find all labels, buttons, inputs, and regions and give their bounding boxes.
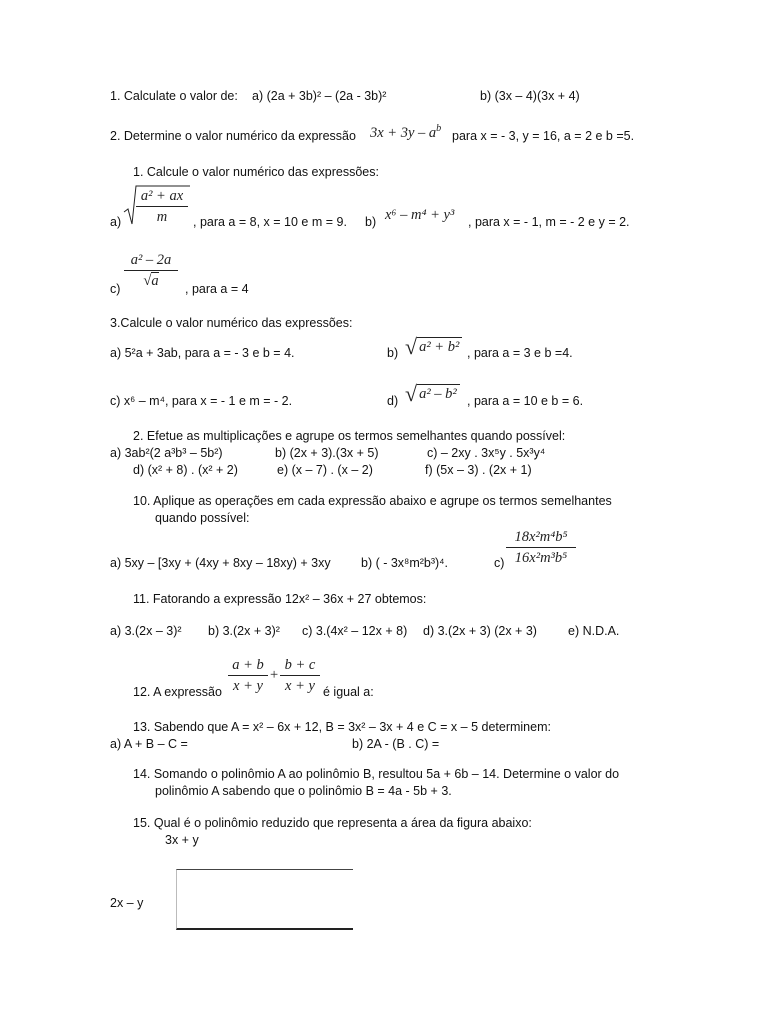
q15-rectangle-figure <box>176 869 353 930</box>
q15-title: 15. Qual é o polinômio reduzido que representa a área da figura abaixo: <box>133 816 532 830</box>
q11-option-c: c) 3.(4x² – 12x + 8) <box>302 624 408 638</box>
q11-option-a: a) 3.(2x – 3)² <box>110 624 182 638</box>
q10-item-a: a) 5xy – [3xy + (4xy + 8xy – 18xy) + 3xy <box>110 556 331 570</box>
q2b-title: 2. Efetue as multiplicações e agrupe os termos semelhantes quando possível: <box>133 429 566 443</box>
q12-fraction-2 <box>280 658 320 693</box>
q2b-item-d: d) (x² + 8) . (x² + 2) <box>133 463 238 477</box>
q12-label: 12. A expressão <box>133 685 222 699</box>
q3sub-c-numerator: a² – 2a <box>130 252 172 268</box>
q3-b-condition: , para a = 3 e b =4. <box>467 346 573 360</box>
q11-option-e: e) N.D.A. <box>568 624 620 638</box>
q15-top-label: 3x + y <box>165 833 199 847</box>
q3sub-a-denominator: m <box>156 208 168 225</box>
q12-fraction-2-denominator: x + y <box>285 677 315 694</box>
q2-condition: para x = - 3, y = 16, a = 2 e b =5. <box>452 129 635 143</box>
q2b-item-e: e) (x – 7) . (x – 2) <box>277 463 373 477</box>
q10-c-numerator: 18x²m⁴b⁵ <box>514 529 568 545</box>
q1-item-b: b) (3x – 4)(3x + 4) <box>480 89 580 103</box>
q3sub-a-sqrt-fraction <box>122 184 192 226</box>
q3-item-c: c) x⁶ – m⁴, para x = - 1 e m = - 2. <box>110 394 293 408</box>
q2b-item-a: a) 3ab²(2 a³b³ – 5b²) <box>110 446 223 460</box>
q12-fraction-2-numerator: b + c <box>284 657 316 673</box>
q3sub-c-condition: , para a = 4 <box>185 282 249 296</box>
q3-item-a: a) 5²a + 3ab, para a = - 3 e b = 4. <box>110 346 295 360</box>
q2b-item-f: f) (5x – 3) . (2x + 1) <box>425 463 532 477</box>
q12-fraction-1-numerator: a + b <box>232 657 264 673</box>
q3-d-condition: , para a = 10 e b = 6. <box>467 394 584 408</box>
q14-line1: 14. Somando o polinômio A ao polinômio B, resultou 5a + 6b – 14. Determine o valor do <box>133 767 620 781</box>
q12-tail: é igual a: <box>323 685 374 699</box>
q13-title: 13. Sabendo que A = x² – 6x + 12, B = 3x² – 3x + 4 e C = x – 5 determinem: <box>133 720 551 734</box>
q3-b-sqrt: √ a² + b² <box>405 336 462 358</box>
q12-fraction-1-denominator: x + y <box>233 677 263 694</box>
q2b-item-b: b) (2x + 3).(3x + 5) <box>275 446 379 460</box>
q10-line1: 10. Aplique as operações em cada expressão abaixo e agrupe os termos semelhantes <box>133 494 612 508</box>
q1-label: 1. Calculate o valor de: <box>110 89 238 103</box>
q3sub-c-fraction <box>124 253 178 293</box>
q3sub-a-label: a) <box>110 215 122 229</box>
q13-item-b: b) 2A - (B . C) = <box>352 737 440 751</box>
q3-title: 3.Calcule o valor numérico das expressões: <box>110 316 353 330</box>
q14-line2: polinômio A sabendo que o polinômio B = 4a - 5b + 3. <box>155 784 452 798</box>
q3sub-a-numerator: a² + ax <box>140 188 184 204</box>
q3sub-c-denominator: √a <box>143 272 159 289</box>
q2b-item-c: c) – 2xy . 3x⁵y . 5x³y⁴ <box>427 446 546 460</box>
q2-label: 2. Determine o valor numérico da expressão <box>110 129 356 143</box>
q1-item-a: a) (2a + 3b)² – (2a - 3b)² <box>252 89 387 103</box>
q11-option-b: b) 3.(2x + 3)² <box>208 624 280 638</box>
q12-fraction-1 <box>228 658 268 693</box>
q3sub-title: 1. Calcule o valor numérico das expressões: <box>133 165 379 179</box>
q3-d-label: d) <box>387 394 399 408</box>
q10-c-fraction <box>506 530 576 565</box>
q2-expression: $3x + 3y - a^b$ <box>370 123 442 141</box>
q13-item-a: a) A + B – C = <box>110 737 188 751</box>
q3sub-c-label: c) <box>110 282 121 296</box>
q11-option-d: d) 3.(2x + 3) (2x + 3) <box>423 624 537 638</box>
q10-c-denominator: 16x²m³b⁵ <box>514 549 568 566</box>
q3-b-label: b) <box>387 346 399 360</box>
q10-line2: quando possível: <box>155 511 250 525</box>
q3sub-b-label: b) <box>365 215 377 229</box>
q3-d-sqrt: √ a² – b² <box>405 383 460 405</box>
q10-c-label: c) <box>494 556 505 570</box>
q10-item-b: b) ( - 3x⁸m²b³)⁴. <box>361 556 449 570</box>
q15-side-label: 2x – y <box>110 896 144 910</box>
q3sub-b-condition: , para x = - 1, m = - 2 e y = 2. <box>468 215 630 229</box>
q12-plus-sign: + <box>270 667 279 683</box>
q3sub-a-condition: , para a = 8, x = 10 e m = 9. <box>193 215 347 229</box>
q3sub-b-expression: x⁶ – m⁴ + y³ <box>385 207 455 223</box>
q11-title: 11. Fatorando a expressão 12x² – 36x + 27 obtemos: <box>133 592 427 606</box>
